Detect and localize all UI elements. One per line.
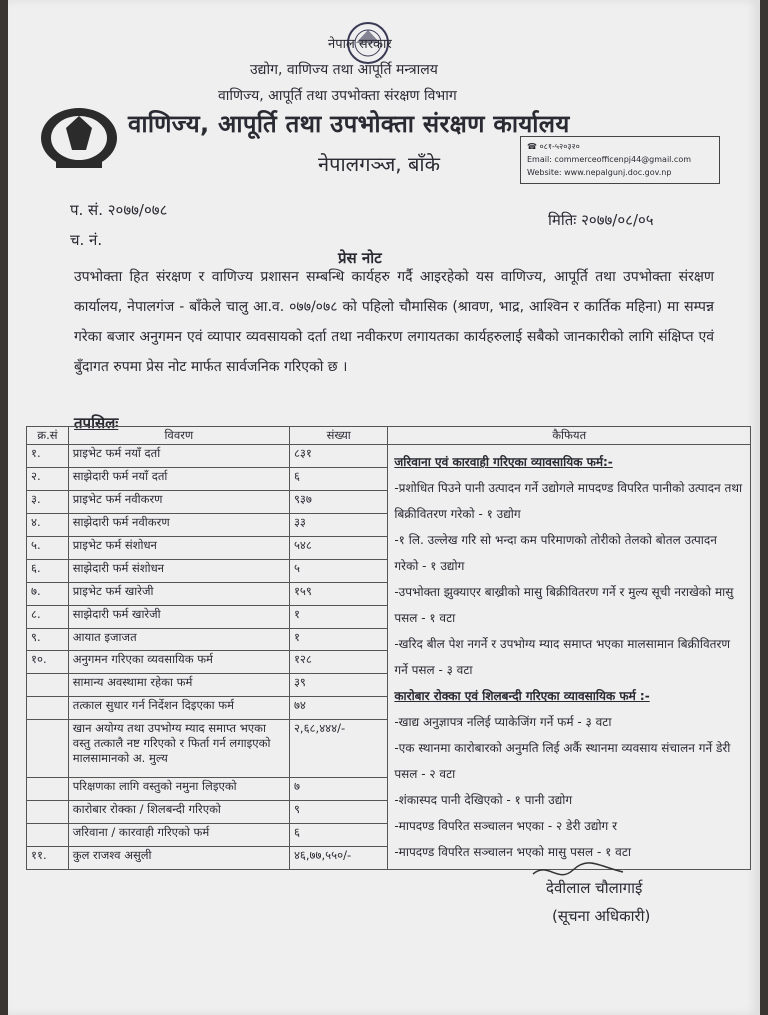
- row-count: ५४८: [289, 536, 387, 559]
- remarks-item: -उपभोक्ता झुक्याएर बाख्रीको मासु बिक्रीवितरण गर्ने र मुल्य सूची नराखेको मासु पसल - १ वटा: [394, 585, 734, 625]
- ministry-line: उद्योग, वाणिज्य तथा आपूर्ति मन्त्रालय: [250, 62, 438, 78]
- row-sn: ३.: [27, 490, 69, 513]
- row-desc: प्राइभेट फर्म नवीकरण: [68, 490, 289, 513]
- row-count: १: [289, 628, 387, 651]
- row-desc: साझेदारी फर्म संशोधन: [68, 559, 289, 582]
- row-sn: [27, 801, 69, 824]
- row-desc: साझेदारी फर्म नयाँ दर्ता: [68, 467, 289, 490]
- row-sn: १०.: [27, 651, 69, 674]
- row-desc: परिक्षणका लागि वस्तुको नमुना लिइएको: [68, 778, 289, 801]
- row-sn: [27, 720, 69, 778]
- row-desc: साझेदारी फर्म खारेजी: [68, 605, 289, 628]
- remarks-cell: [388, 445, 751, 870]
- row-count: ९: [289, 801, 387, 824]
- row-count: ९३७: [289, 490, 387, 513]
- row-desc: आयात इजाजत: [68, 628, 289, 651]
- remarks-item: -एक स्थानमा कारोबारको अनुमति लिई अर्कै स्थानमा व्यवसाय संचालन गर्ने डेरी पसल - २ वटा: [394, 741, 731, 781]
- col-header-count: संख्या: [289, 427, 387, 445]
- row-count: ७: [289, 778, 387, 801]
- department-line: वाणिज्य, आपूर्ति तथा उपभोक्ता संरक्षण विभाग: [218, 88, 457, 104]
- row-count: ६: [289, 467, 387, 490]
- remarks-section2-title: कारोबार रोक्का एवं शिलबन्दी गरिएका व्यावसायिक फर्म :-: [394, 689, 650, 703]
- row-sn: ८.: [27, 605, 69, 628]
- remarks-section1-title: जरिवाना एवं कारवाही गरिएका व्यावसायिक फर्म:-: [394, 455, 613, 469]
- press-note-title: प्रेस नोट: [338, 249, 382, 267]
- row-sn: ११.: [27, 847, 69, 870]
- row-desc: कारोबार रोक्का / शिलबन्दी गरिएको: [68, 801, 289, 824]
- summary-table: [26, 426, 751, 870]
- remarks-item: -प्रशोधित पिउने पानी उत्पादन गर्ने उद्योगले मापदण्ड विपरित पानीको उत्पादन तथा बिक्रीवितरण गरेको - १ उद्योग: [394, 481, 743, 521]
- nepal-emblem-icon: [36, 98, 122, 174]
- row-sn: १.: [27, 445, 69, 468]
- table-row: [27, 445, 751, 468]
- reference-ps: प. सं. २०७७/०७८: [70, 201, 168, 219]
- row-count: २,६८,४४४/-: [289, 720, 387, 778]
- row-count: ६: [289, 824, 387, 847]
- signatory-role: (सूचना अधिकारी): [552, 907, 651, 925]
- row-desc: तत्काल सुधार गर्न निर्देशन दिइएका फर्म: [68, 697, 289, 720]
- row-sn: [27, 697, 69, 720]
- remarks-item: -मापदण्ड विपरित सञ्चालन भएका - २ डेरी उद्योग र: [394, 819, 618, 833]
- office-title: वाणिज्य, आपूर्ति तथा उपभोक्ता संरक्षण कार्यालय: [128, 110, 570, 138]
- signatory-name: देवीलाल चौलागाई: [546, 879, 643, 897]
- col-header-sn: क्र.सं: [27, 427, 69, 445]
- remarks-item: -१ लि. उल्लेख गरि सो भन्दा कम परिमाणको तोरीको तेलको बोतल उत्पादन गरेको - १ उद्योग: [394, 533, 717, 573]
- row-sn: ६.: [27, 559, 69, 582]
- row-count: ३९: [289, 674, 387, 697]
- row-count: ५: [289, 559, 387, 582]
- remarks-item: -शंकास्पद पानी देखिएको - १ पानी उद्योग: [394, 793, 573, 807]
- row-count: ७४: [289, 697, 387, 720]
- row-desc: खान अयोग्य तथा उपभोग्य म्याद समाप्त भएका वस्तु तत्कालै नष्ट गरिएको र फिर्ता गर्न लगाइएको मालसामानको अ. मुल्य: [68, 720, 289, 778]
- row-sn: ५.: [27, 536, 69, 559]
- row-desc: सामान्य अवस्थामा रहेका फर्म: [68, 674, 289, 697]
- row-desc: प्राइभेट फर्म नयाँ दर्ता: [68, 445, 289, 468]
- col-header-desc: विवरण: [68, 427, 289, 445]
- row-sn: [27, 824, 69, 847]
- row-count: ३३: [289, 513, 387, 536]
- intro-paragraph: उपभोक्ता हित संरक्षण र वाणिज्य प्रशासन सम्बन्धि कार्यहरु गर्दै आइरहेको यस वाणिज्य, आपूर्ति तथा उपभोक्ता संरक्षण कार्यालय, नेपालगंज - बाँकेले चालु आ.व. ०७७/०७८ को पहिलो चौमासिक (श्रावण, भाद्र, आश्विन र कार्तिक महिना) मा सम्पन्न गरेका बजार अनुगमन एवं व्यापार व्यवसायको दर्ता तथा नवीकरण लगायतका कार्यहरुलाई सबैको जानकारीको लागि संक्षिप्त एवं बुँदागत रुपमा प्रेस नोट मार्फत सार्वजनिक गरिएको छ ।: [74, 269, 714, 375]
- row-sn: ४.: [27, 513, 69, 536]
- office-city: नेपालगञ्ज, बाँके: [318, 152, 440, 176]
- col-header-remarks: कैफियत: [388, 427, 751, 445]
- row-sn: ७.: [27, 582, 69, 605]
- row-count: १२८: [289, 651, 387, 674]
- contact-box: [520, 136, 720, 184]
- row-desc: जरिवाना / कारवाही गरिएको फर्म: [68, 824, 289, 847]
- website-line: Website: www.nepalgunj.doc.gov.np: [527, 168, 672, 177]
- row-count: १: [289, 605, 387, 628]
- row-count: ४६,७७,५५०/-: [289, 847, 387, 870]
- gov-line: नेपाल सरकार: [328, 37, 392, 52]
- row-desc: प्राइभेट फर्म खारेजी: [68, 582, 289, 605]
- row-desc: प्राइभेट फर्म संशोधन: [68, 536, 289, 559]
- phone-line: ☎ ०८१-५२०३२०: [527, 142, 580, 151]
- press-note-page: [8, 0, 760, 1015]
- row-count: १५९: [289, 582, 387, 605]
- remarks-item: -मापदण्ड विपरित सञ्चालन भएको मासु पसल - १ वटा: [394, 845, 631, 859]
- row-count: ८३१: [289, 445, 387, 468]
- row-sn: [27, 778, 69, 801]
- remarks-item: -खाद्य अनुज्ञापत्र नलिई प्याकेजिंग गर्ने फर्म - ३ वटा: [394, 715, 612, 729]
- row-sn: [27, 674, 69, 697]
- list-heading: तपसिलः: [74, 414, 119, 432]
- row-sn: ९.: [27, 628, 69, 651]
- reference-cn: च. नं.: [70, 231, 103, 249]
- row-desc: साझेदारी फर्म नवीकरण: [68, 513, 289, 536]
- email-line: Email: commerceofficenpj44@gmail.com: [527, 155, 692, 164]
- remarks-item: -खरिद बील पेश नगर्ने र उपभोग्य म्याद समाप्त भएका मालसामान बिक्रीवितरण गर्ने पसल - ३ वटा: [394, 637, 731, 677]
- row-sn: २.: [27, 467, 69, 490]
- document-date: मितिः २०७७/०८/०५: [548, 211, 654, 229]
- row-desc: अनुगमन गरिएका व्यवसायिक फर्म: [68, 651, 289, 674]
- row-desc: कुल राजश्व असुली: [68, 847, 289, 870]
